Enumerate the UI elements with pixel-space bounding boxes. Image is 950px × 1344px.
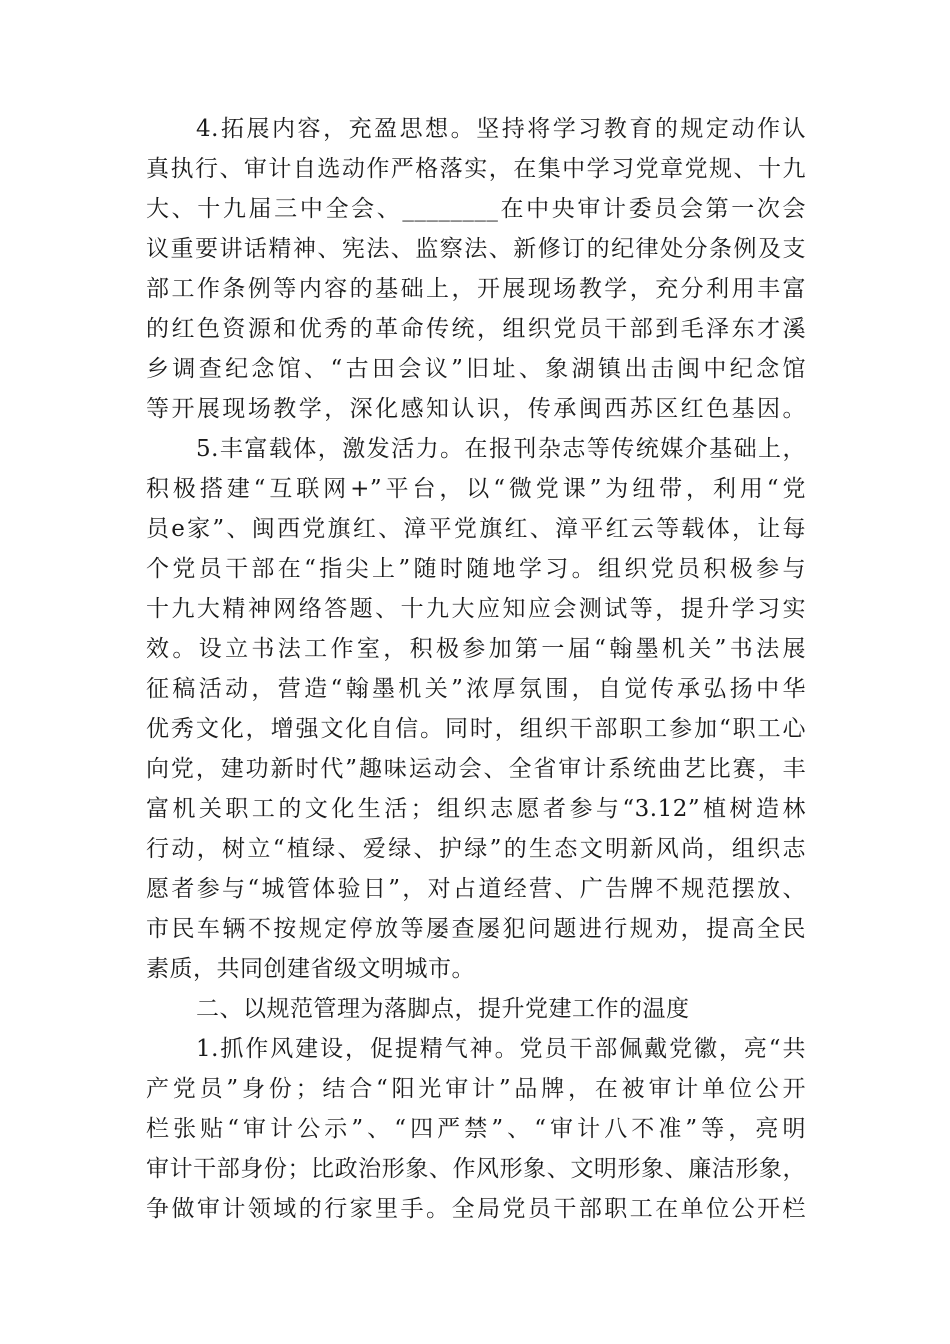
paragraph-line: 行动，树立“植绿、爱绿、护绿”的生态文明新风尚，组织志 [146,836,806,862]
paragraph-line: 争做审计领域的行家里手。全局党员干部职工在单位公开栏 [146,1196,806,1222]
paragraph-line: 部工作条例等内容的基础上，开展现场教学，充分利用丰富 [146,276,806,302]
paragraph-line: 富机关职工的文化生活；组织志愿者参与“3.12”植树造林 [146,796,806,822]
paragraph-line: 审计干部身份；比政治形象、作风形象、文明形象、廉洁形象， [146,1156,806,1182]
paragraph-line: 真执行、审计自选动作严格落实，在集中学习党章党规、十九 [146,156,806,182]
paragraph-line: 素质，共同创建省级文明城市。 [146,956,475,982]
section-heading: 二、以规范管理为落脚点，提升党建工作的温度 [196,996,690,1022]
paragraph-line: 向党，建功新时代”趣味运动会、全省审计系统曲艺比赛，丰 [146,756,806,782]
paragraph-line: 征稿活动，营造“翰墨机关”浓厚氛围，自觉传承弘扬中华 [146,676,806,702]
paragraph-line: 产党员”身份；结合“阳光审计”品牌，在被审计单位公开 [146,1076,806,1102]
paragraph-line: 5.丰富载体，激发活力。在报刊杂志等传统媒介基础上， [196,436,806,462]
paragraph-line: 议重要讲话精神、宪法、监察法、新修订的纪律处分条例及支 [146,236,806,262]
paragraph-line: 乡调查纪念馆、“古田会议”旧址、象湖镇出击闽中纪念馆 [146,356,806,382]
paragraph-line: 愿者参与“城管体验日”，对占道经营、广告牌不规范摆放、 [146,876,806,902]
paragraph-line: 十九大精神网络答题、十九大应知应会测试等，提升学习实 [146,596,806,622]
paragraph-line: 效。设立书法工作室，积极参加第一届“翰墨机关”书法展 [146,636,806,662]
paragraph-line: 市民车辆不按规定停放等屡查屡犯问题进行规劝，提高全民 [146,916,806,942]
paragraph-line: 员e家”、闽西党旗红、漳平党旗红、漳平红云等载体，让每 [146,516,806,542]
paragraph-line: 个党员干部在“指尖上”随时随地学习。组织党员积极参与 [146,556,806,582]
paragraph-line: 等开展现场教学，深化感知认识，传承闽西苏区红色基因。 [146,396,806,422]
paragraph-line: 大、十九届三中全会、________在中央审计委员会第一次会 [146,196,806,222]
paragraph-line: 4.拓展内容，充盈思想。坚持将学习教育的规定动作认 [196,116,806,142]
paragraph-line: 积极搭建“互联网+”平台，以“微党课”为纽带，利用“党 [146,476,806,502]
paragraph-line: 的红色资源和优秀的革命传统，组织党员干部到毛泽东才溪 [146,316,806,342]
paragraph-line: 1.抓作风建设，促提精气神。党员干部佩戴党徽，亮“共 [196,1036,806,1062]
paragraph-line: 优秀文化，增强文化自信。同时，组织干部职工参加“职工心 [146,716,806,742]
paragraph-line: 栏张贴“审计公示”、“四严禁”、“审计八不准”等，亮明 [146,1116,806,1142]
